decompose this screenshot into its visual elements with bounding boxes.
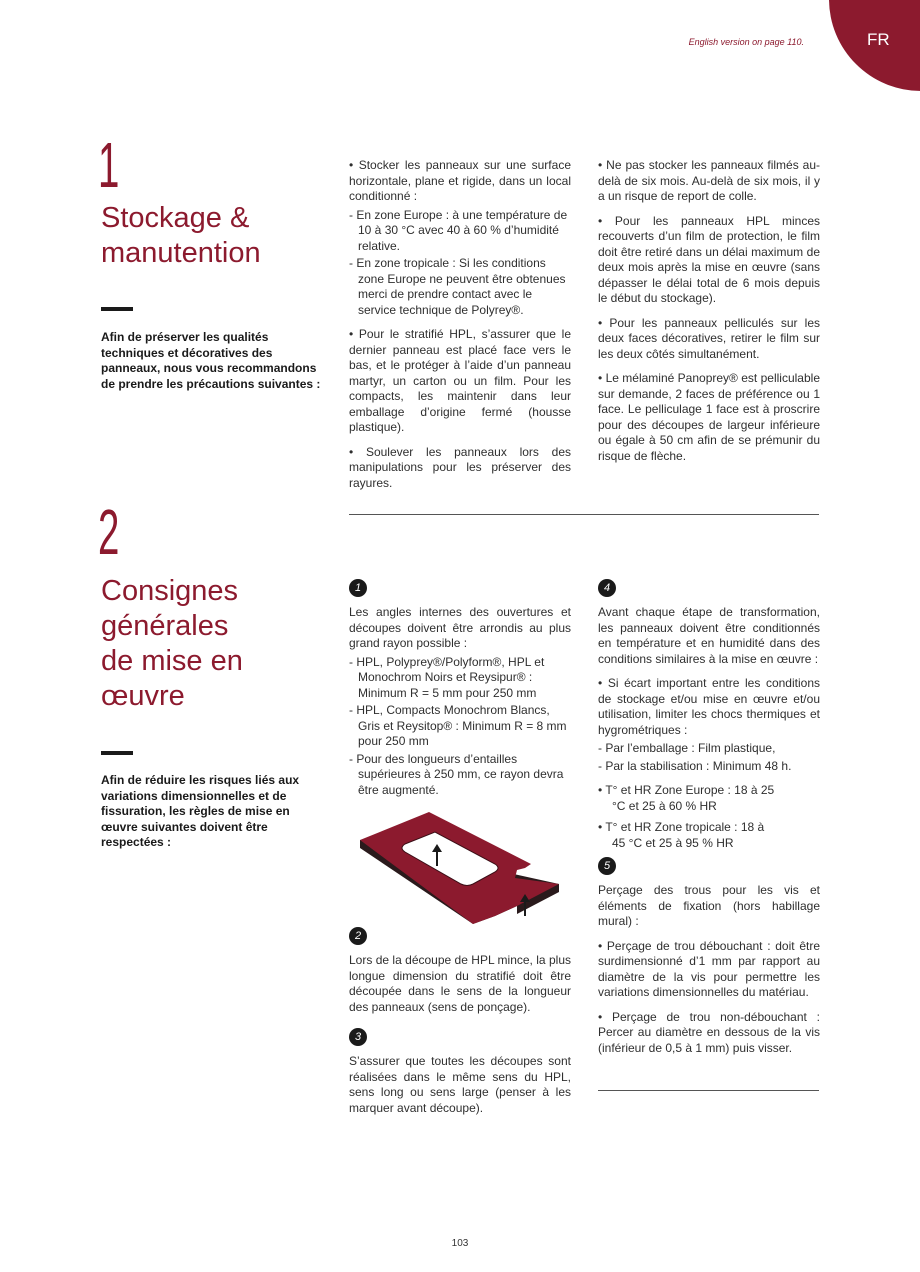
step4-bullet1: • Si écart important entre les conditions de stockage et/ou mise en œuvre et/ou utilisation, limiter les chocs thermiques et hygrométriques : <box>598 676 820 737</box>
step2-text: Lors de la découpe de HPL mince, la plus longue dimension du stratifié doit être découpée dans le sens de la longueur des panneaux (sens de ponçage). <box>349 953 571 1014</box>
section2-col1-lower <box>349 927 571 1125</box>
section2-title-line2: générales <box>101 610 229 642</box>
step1-text: Les angles internes des ouvertures et découpes doivent être arrondis au plus grand rayon possible : <box>349 605 571 650</box>
section2-title-line4: œuvre <box>101 680 185 712</box>
s1c1-p1: • Stocker les panneaux sur une surface horizontale, plane et rigide, dans un local conditionné : <box>349 158 571 203</box>
section1-title-line1: Stockage & <box>101 202 250 234</box>
step1-sub2: - HPL, Compacts Monochrom Blancs, Gris et Reysitop® : Minimum R = 8 mm pour 250 mm <box>349 703 567 748</box>
section1-col2 <box>598 158 820 473</box>
section1-intro: Afin de préserver les qualités techniques et décoratives des panneaux, nous vous recommandons de prendre les précautions suivantes : <box>101 330 321 391</box>
section2-intro: Afin de réduire les risques liés aux variations dimensionnelles et de fissuration, les règles de mise en œuvre suivantes doivent être respectées : <box>101 773 300 849</box>
step3-badge: 3 <box>349 1028 367 1046</box>
section-divider <box>349 514 819 515</box>
section2-col2 <box>598 579 820 1065</box>
step5-p1: • Perçage de trou débouchant : doit être surdimensionné d’1 mm par rapport au diamètre de la vis pour permettre les variations dimensionnelles du matériau. <box>598 938 820 999</box>
s1c2-p4: • Le mélaminé Panoprey® est pelliculable sur demande, 2 faces de préférence ou 1 face. Le pelliculage 1 face est à proscrire pour des découpes de largeur inférieure ou égale à 50 cm afin de se prémunir du risque de flèche. <box>598 371 820 463</box>
page-number: 103 <box>451 1238 469 1249</box>
section1-number: 1 <box>98 129 119 201</box>
cutout-panel-illustration <box>355 812 565 930</box>
english-version-note: English version on page 110. <box>688 37 804 47</box>
section2-number: 2 <box>98 496 119 568</box>
s1c2-p3: • Pour les panneaux pelliculés sur les deux faces décoratives, retirer le film sur les deux côtés simultanément. <box>598 315 820 361</box>
step5-badge: 5 <box>598 857 616 875</box>
section1-col1 <box>349 158 571 500</box>
section2-col1 <box>349 579 571 807</box>
step1-badge: 1 <box>349 579 367 597</box>
step1-sub1: - HPL, Polyprey®/Polyform®, HPL et Monochrom Noirs et Reysipur® : Minimum R = 5 mm pour 250 mm <box>349 654 545 700</box>
step4-sub2: - Par la stabilisation : Minimum 48 h. <box>598 758 792 773</box>
step4-sub1: - Par l’emballage : Film plastique, <box>598 741 776 755</box>
s1c1-p3: • Soulever les panneaux lors des manipulations pour les préserver des rayures. <box>349 444 571 490</box>
section1-title <box>101 201 261 271</box>
step1-sub3: - Pour des longueurs d’entailles supérieures à 250 mm, ce rayon devra être augmenté. <box>349 751 564 797</box>
s1c1-sub1: - En zone Europe : à une température de 10 à 30 °C avec 40 à 60 % d’humidité relative. <box>349 207 568 253</box>
section1-dash <box>101 307 133 311</box>
step3-text: S’assurer que toutes les découpes sont réalisées dans le même sens du HPL, sens long ou sens large (penser à les marquer avant découpe). <box>349 1054 571 1115</box>
language-tab <box>829 0 920 91</box>
section2-dash <box>101 751 133 755</box>
section2-title-line3: de mise en <box>101 645 243 677</box>
column-end-rule <box>598 1090 819 1091</box>
section1-title-line2: manutention <box>101 237 261 269</box>
section2-title <box>101 574 243 714</box>
step5-text: Perçage des trous pour les vis et éléments de fixation (hors habillage mural) : <box>598 883 820 928</box>
language-tab-label: FR <box>867 30 890 49</box>
s1c2-p2: • Pour les panneaux HPL minces recouverts d’un film de protection, le film doit être retiré dans un délai maximum de deux mois après la mise en œuvre (sans dépasser le délai total de 6 mois depuis le début du stockage). <box>598 213 820 305</box>
step2-badge: 2 <box>349 927 367 945</box>
s1c1-sub2: - En zone tropicale : Si les conditions zone Europe ne peuvent être obtenues merci de prendre contact avec le service technique de Polyrey®. <box>349 256 566 317</box>
section2-title-line1: Consignes <box>101 575 239 607</box>
s1c2-p1: • Ne pas stocker les panneaux filmés au-delà de six mois. Au-delà de six mois, il y a un risque de report de colle. <box>598 158 820 203</box>
step4-text: Avant chaque étape de transformation, les panneaux doivent être conditionnés en température et en humidité dans des conditions similaires à la mise en œuvre : <box>598 605 820 666</box>
step5-p2: • Perçage de trou non-débouchant : Percer au diamètre en dessous de la vis (inférieur de 0,5 à 1 mm) puis visser. <box>598 1009 820 1055</box>
s1c1-p2: • Pour le stratifié HPL, s’assurer que le dernier panneau est placé face vers le bas, et le protéger à l’aide d’un panneau martyr, un carton ou un film. Pour les compacts, les maintenir dans leur emballage d’origine fermé (housse plastique). <box>349 327 571 434</box>
step4-badge: 4 <box>598 579 616 597</box>
step4-bullet2: • T° et HR Zone Europe : 18 à 25 °C et 25 à 60 % HR <box>598 783 775 813</box>
step4-bullet3: • T° et HR Zone tropicale : 18 à 45 °C et 25 à 95 % HR <box>598 820 765 850</box>
